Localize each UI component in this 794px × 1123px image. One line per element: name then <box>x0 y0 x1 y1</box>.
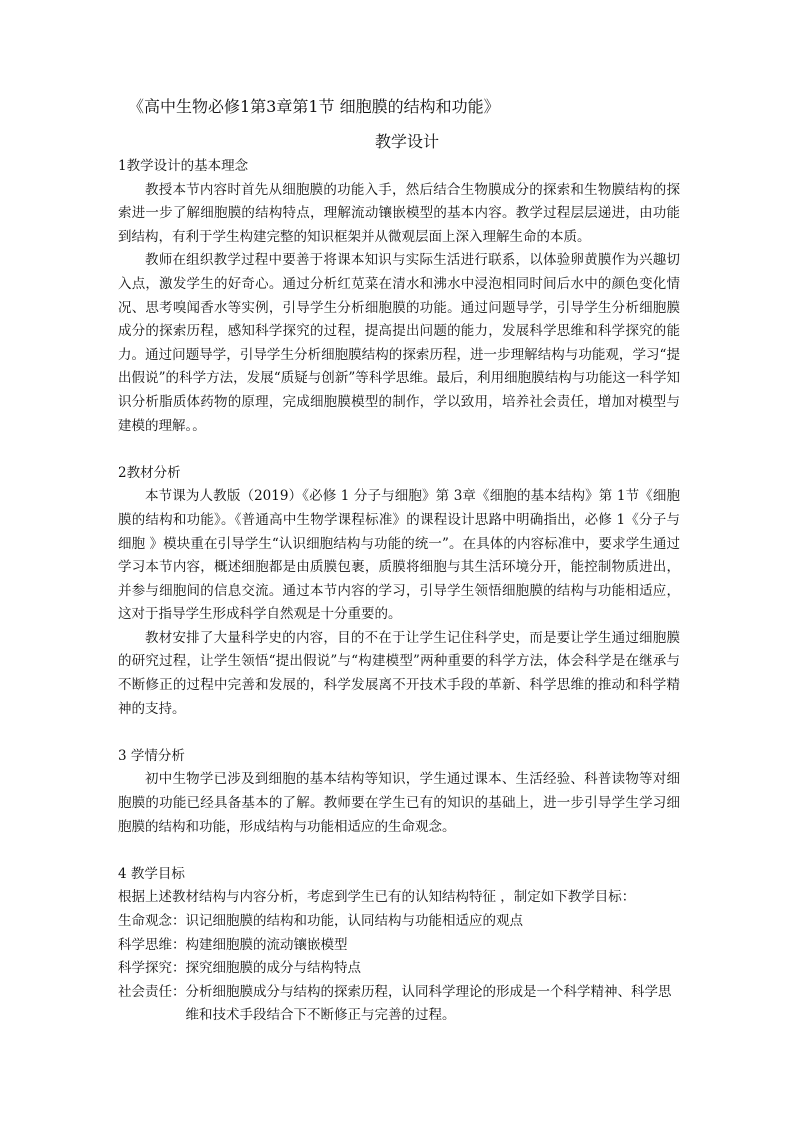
objective-row-scientific-inquiry <box>118 957 680 981</box>
paragraph: 教材安排了大量科学史的内容，目的不在于让学生记住科学史，而是要让学生通过细胞膜的研究过程，让学生领悟“提出假说”与“构建模型”两种重要的科学方法，体会科学是在继承与不断修正的过程中完善和发展的，科学发展离不开技术手段的革新、科学思维的推动和科学精神的支持。 <box>118 629 680 717</box>
section-heading-learner-analysis: 3 学情分析 <box>118 747 185 764</box>
section-gap <box>118 839 680 863</box>
objective-row-scientific-thinking <box>118 934 680 958</box>
section-heading-textbook-analysis: 2教材分析 <box>118 464 181 481</box>
objective-row-social-responsibility <box>118 981 680 1028</box>
section-gap <box>118 438 680 462</box>
objective-text: 构建细胞膜的流动镶嵌模型 <box>185 936 348 953</box>
document-title: 《高中生物必修1第3章第1节 细胞膜的结构和功能》 <box>128 97 500 116</box>
document-body <box>118 155 680 1028</box>
paragraph: 初中生物学已涉及到细胞的基本结构等知识，学生通过课本、生活经验、科普读物等对细胞膜的功能已经具备基本的了解。教师要在学生已有的知识的基础上，进一步引导学生学习细胞膜的结构和功能，形成结构与功能相适应的生命观念。 <box>118 771 680 835</box>
objective-text: 分析细胞膜成分与结构的探索历程，认同科学理论的形成是一个科学精神、科学思维和技术手段结合下不断修正与完善的过程。 <box>185 983 672 1024</box>
objective-label: 社会责任： <box>118 983 186 1000</box>
objective-label: 生命观念： <box>118 913 186 929</box>
objective-text: 识记细胞膜的结构和功能，认同结构与功能相适应的观点 <box>185 913 523 929</box>
paragraph: 教师在组织教学过程中要善于将课本知识与实际生活进行联系，以体验卵黄膜作为兴趣切入点，激发学生的好奇心。通过分析红苋菜在清水和沸水中浸泡相同时间后水中的颜色变化情况、思考嗅闻香水等实例，引导学生分析细胞膜的功能。通过问题导学，引导学生分析细胞膜成分的探索历程，感知科学探究的过程，提高提出问题的能力，发展科学思维和科学探究的能力。通过问题导学，引导学生分析细胞膜结构的探索历程，进一步理解结构与功能观，学习“提出假说”的科学方法，发展“质疑与创新”等科学思维。最后，利用细胞膜结构与功能这一科学知识分析脂质体药物的原理，完成细胞膜模型的制作，学以致用，培养社会责任，增加对模型与建模的理解。。 <box>118 252 680 434</box>
objectives-intro: 根据上述教材结构与内容分析，考虑到学生已有的认知结构特征 ，制定如下教学目标： <box>118 889 636 906</box>
objective-label: 科学思维： <box>118 936 186 953</box>
section-heading-teaching-objectives: 4 教学目标 <box>118 865 185 882</box>
section-heading-teaching-philosophy: 1教学设计的基本理念 <box>118 158 249 174</box>
objective-label: 科学探究： <box>118 960 186 977</box>
paragraph: 教授本节内容时首先从细胞膜的功能入手，然后结合生物膜成分的探索和生物膜结构的探索进一步了解细胞膜的结构特点，理解流动镶嵌模型的基本内容。教学过程层层递进，由功能到结构，有利于学生构建完整的知识框架并从微观层面上深入理解生命的本质。 <box>118 181 680 245</box>
paragraph: 本节课为人教版（2019）《必修 1 分子与细胞》第 3章《细胞的基本结构》第 1节《细胞膜的结构和功能》。《普通高中生物学课程标准》的课程设计思路中明确指出，必修 1《分子与细胞 》模块重在引导学生“认识细胞结构与功能的统一”。在具体的内容标准中，要求学生通过学习本节内容，概述细胞都是由质膜包裹，质膜将细胞与其生活环境分开，能控制物质进出，并参与细胞间的信息交流。通过本节内容的学习，引导学生领悟细胞膜的结构与功能相适应，这对于指导学生形成科学自然观是十分重要的。 <box>118 488 680 623</box>
section-gap <box>118 721 680 745</box>
objective-row-life-concept <box>118 910 680 934</box>
document-subtitle: 教学设计 <box>374 132 439 151</box>
objective-text: 探究细胞膜的成分与结构特点 <box>185 960 361 977</box>
